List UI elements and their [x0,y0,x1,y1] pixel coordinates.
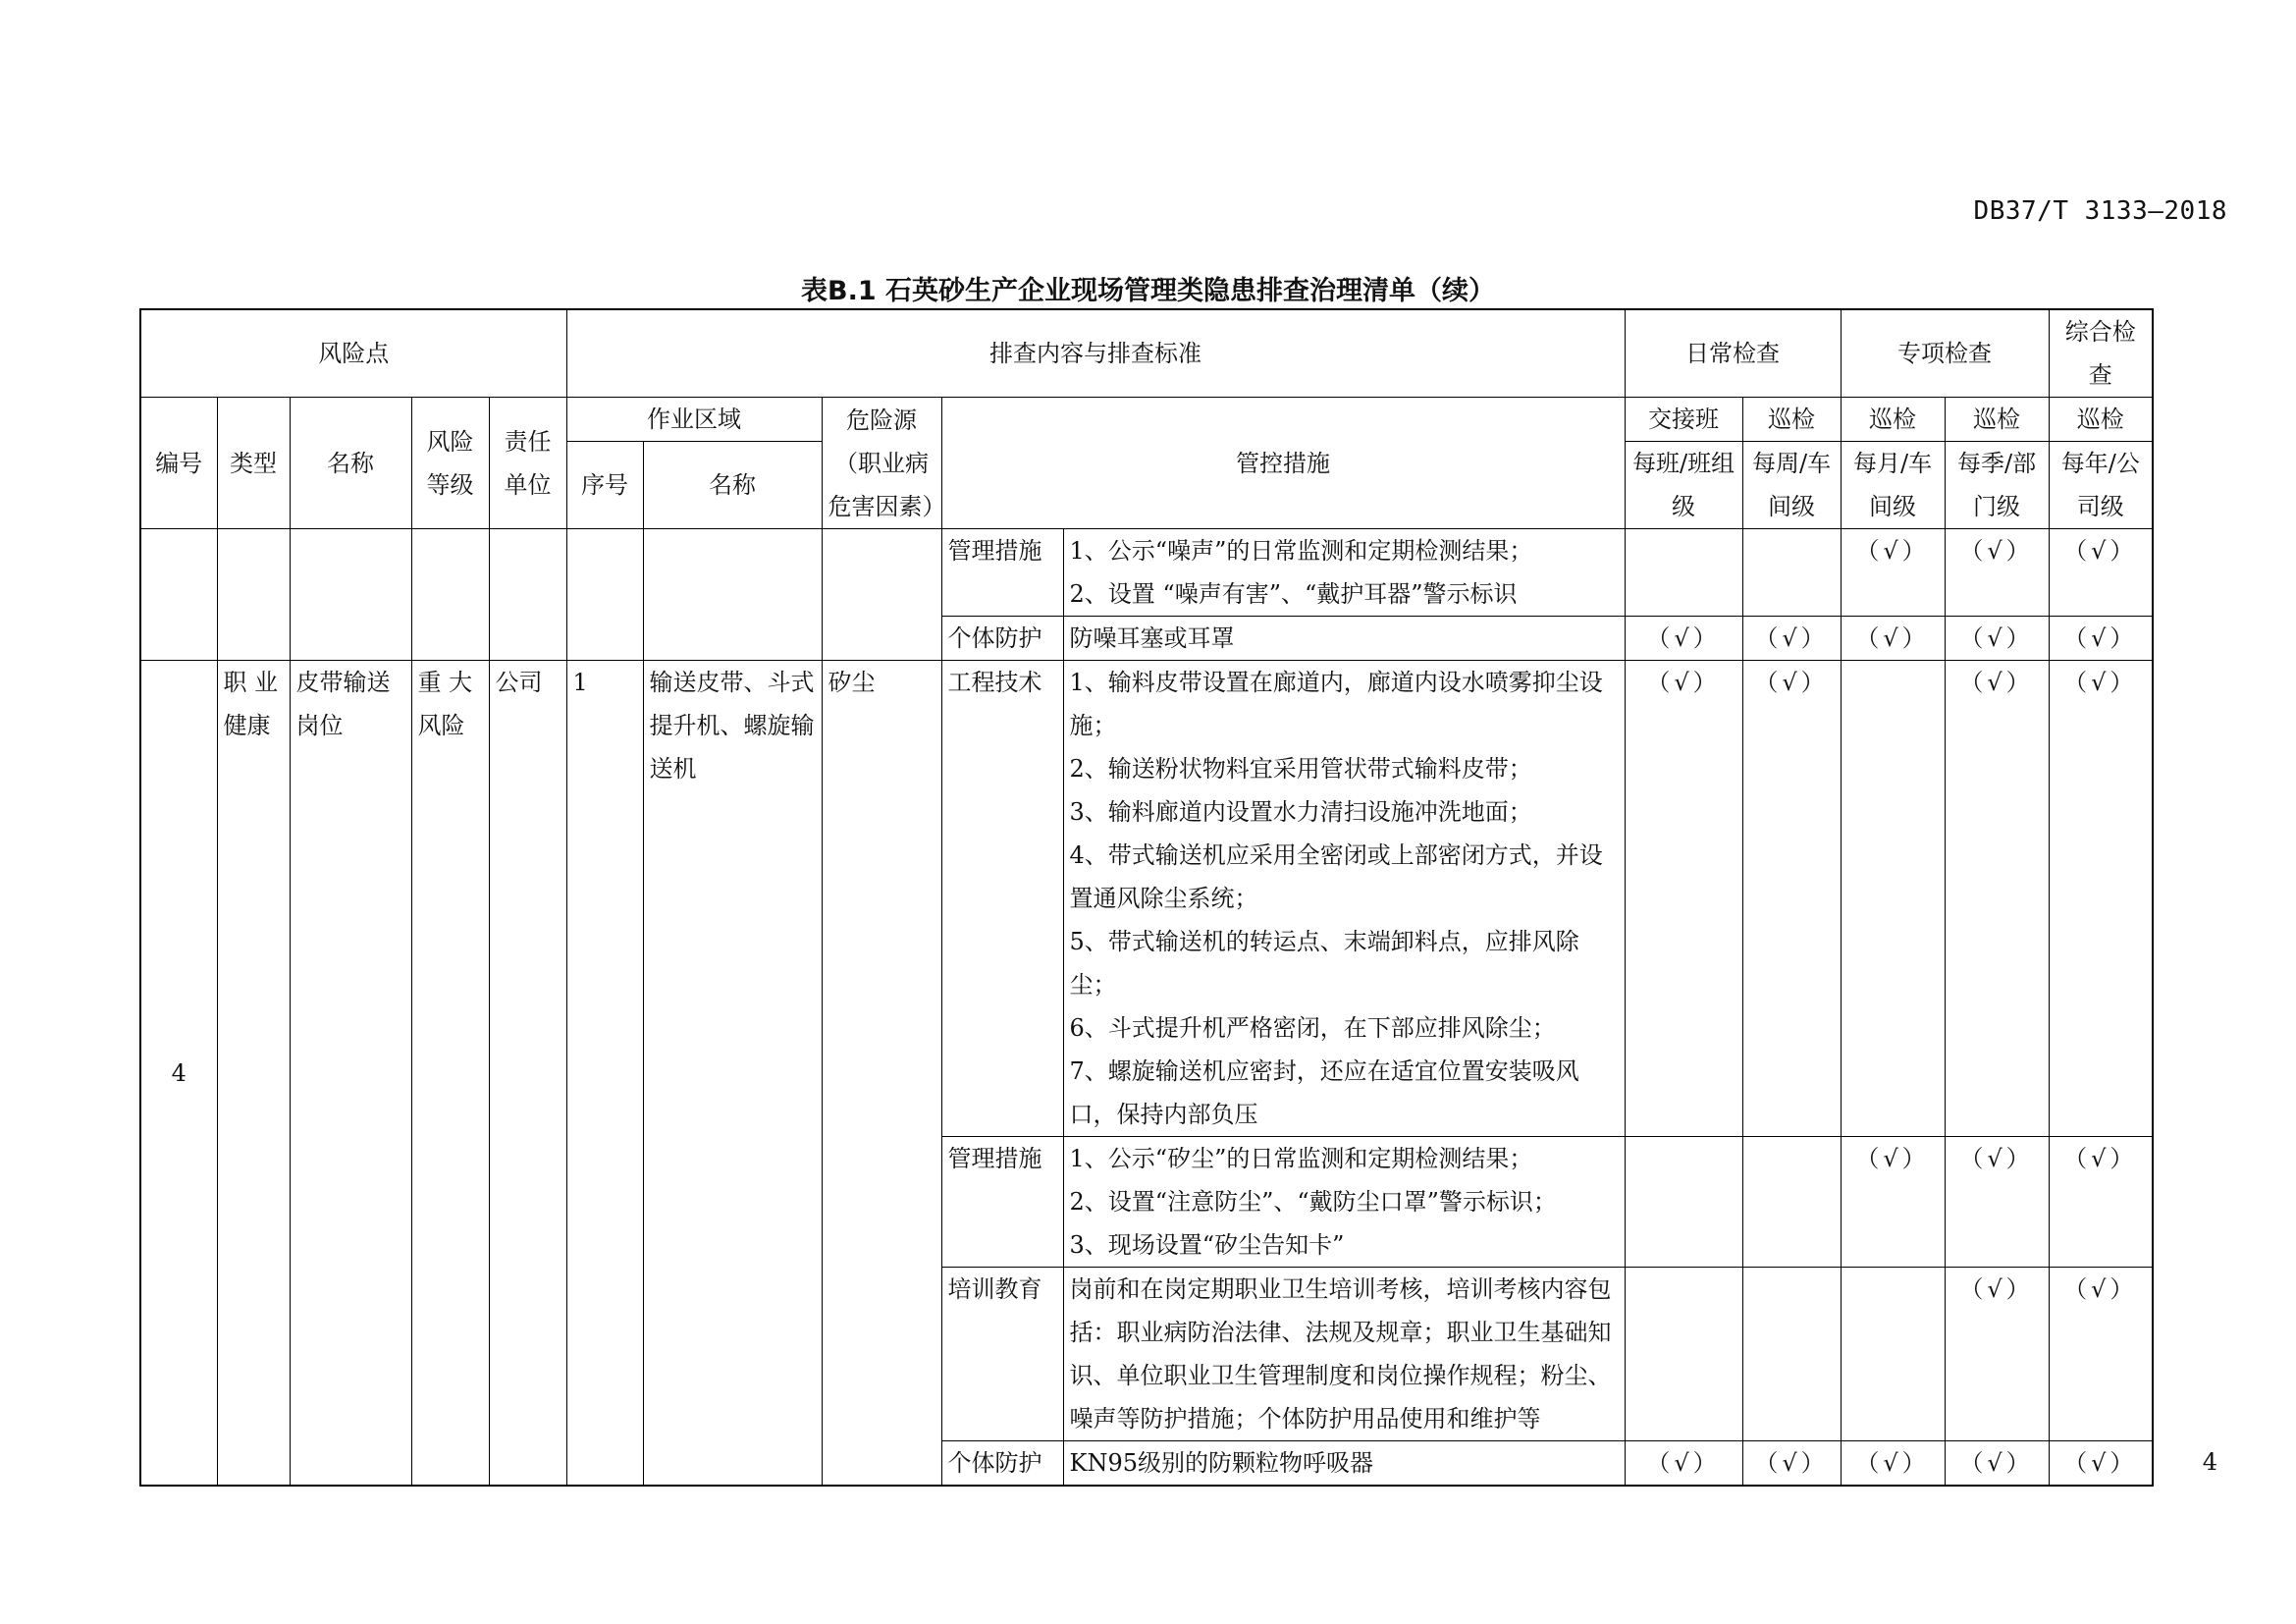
col-work-area-header: 作业区域 [566,398,822,442]
measure-line: 7、螺旋输送机应密封，还应在适宜位置安装吸风口，保持内部负压 [1069,1057,1579,1128]
risk-point-header: 风险点 [140,309,566,398]
measure-category: 个体防护 [941,617,1063,661]
measure-line: KN95级别的防颗粒物呼吸器 [1069,1449,1373,1477]
check-cell: （√） [1841,529,1945,617]
col-area-name-header: 名称 [643,442,822,529]
freq-week-header: 每周/车间级 [1742,442,1841,529]
check-cell: （√） [2049,1268,2153,1441]
measure-line: 2、输送粉状物料宜采用管状带式输料皮带； [1069,755,1532,783]
hazard-checklist-table [139,308,2154,1487]
col-name-header: 名称 [290,398,411,529]
check-cell: （√） [1742,617,1841,661]
inspection-content-header: 排查内容与排查标准 [566,309,1625,398]
table-row [140,529,2153,617]
check-cell: （√） [1945,1441,2049,1487]
item-id: 4 [140,661,217,1487]
col-id-header: 编号 [140,398,217,529]
cont-blank-cell [643,529,822,661]
check-cell: （√） [1945,1137,2049,1268]
check-cell: （√） [2049,1137,2153,1268]
measure-category: 管理措施 [941,529,1063,617]
cont-blank-cell [290,529,411,661]
page-number: 4 [2202,1448,2217,1476]
col-patrol1-header: 巡检 [1742,398,1841,442]
check-cell: （√） [1625,661,1742,1137]
cont-blank-cell [217,529,290,661]
check-cell: （√） [1841,1441,1945,1487]
header-row-2 [140,398,2153,442]
measure-content [1063,529,1625,617]
comprehensive-check-header: 综合检查 [2049,309,2153,398]
measure-line: 1、公示“矽尘”的日常监测和定期检测结果； [1069,1145,1533,1172]
measure-category: 个体防护 [941,1441,1063,1487]
measure-content [1063,1268,1625,1441]
check-cell: （√） [1945,617,2049,661]
cont-blank-cell [822,529,941,661]
check-cell [1625,1137,1742,1268]
check-cell: （√） [1625,1441,1742,1487]
item-seq: 1 [566,661,643,1487]
measure-line: 1、输料皮带设置在廊道内，廊道内设水喷雾抑尘设施； [1069,669,1603,739]
measure-content [1063,1137,1625,1268]
check-cell: （√） [1625,617,1742,661]
check-cell: （√） [1945,1268,2049,1441]
check-cell: （√） [2049,1441,2153,1487]
check-cell: （√） [1841,1137,1945,1268]
special-check-header: 专项检查 [1841,309,2049,398]
item-area-name: 输送皮带、斗式提升机、螺旋输送机 [643,661,822,1487]
measure-line: 1、公示“噪声”的日常监测和定期检测结果； [1069,537,1533,565]
measure-line: 2、设置“注意防尘”、“戴防尘口罩”警示标识； [1069,1188,1557,1216]
check-cell: （√） [1945,529,2049,617]
measure-line: 6、斗式提升机严格密闭，在下部应排风除尘； [1069,1014,1556,1042]
check-cell: （√） [2049,617,2153,661]
measure-line: 2、设置 “噪声有害”、“戴护耳器”警示标识 [1069,580,1518,608]
check-cell [1742,1268,1841,1441]
col-unit-header: 责任单位 [489,398,566,529]
header-row-1 [140,309,2153,398]
col-patrol2-header: 巡检 [1841,398,1945,442]
measure-content [1063,661,1625,1137]
document-code: DB37/T 3133—2018 [1973,196,2227,226]
cont-blank-cell [489,529,566,661]
measure-line: 4、带式输送机应采用全密闭或上部密闭方式，并设置通风除尘系统； [1069,841,1603,912]
item-unit: 公司 [489,661,566,1487]
check-cell: （√） [2049,661,2153,1137]
col-type-header: 类型 [217,398,290,529]
item-level: 重 大风险 [411,661,489,1487]
check-cell [1841,1268,1945,1441]
freq-year-header: 每年/公司级 [2049,442,2153,529]
measure-line: 岗前和在岗定期职业卫生培训考核，培训考核内容包括：职业病防治法律、法规及规章；职业卫生基础知识、单位职业卫生管理制度和岗位操作规程；粉尘、噪声等防护措施；个体防护用品使用和维护等 [1069,1275,1612,1433]
item-hazard: 矽尘 [822,661,941,1487]
freq-quarter-header: 每季/部门级 [1945,442,2049,529]
freq-shift-header: 每班/班组级 [1625,442,1742,529]
check-cell [1841,661,1945,1137]
table-row [140,661,2153,1137]
freq-month-header: 每月/车间级 [1841,442,1945,529]
measure-category: 培训教育 [941,1268,1063,1441]
check-cell: （√） [1841,617,1945,661]
item-name: 皮带输送岗位 [290,661,411,1487]
col-patrol4-header: 巡检 [2049,398,2153,442]
col-patrol3-header: 巡检 [1945,398,2049,442]
measure-category: 工程技术 [941,661,1063,1137]
cont-blank-cell [566,529,643,661]
cont-blank-cell [140,529,217,661]
col-hazard-header: 危险源（职业病危害因素） [822,398,941,529]
measure-line: 3、输料廊道内设置水力清扫设施冲洗地面； [1069,798,1532,826]
measure-content [1063,617,1625,661]
check-cell: （√） [1742,661,1841,1137]
col-shift-header: 交接班 [1625,398,1742,442]
check-cell [1742,529,1841,617]
measure-line: 防噪耳塞或耳罩 [1069,624,1235,652]
table-title: 表B.1 石英砂生产企业现场管理类隐患排查治理清单（续） [800,276,1496,306]
measure-content [1063,1441,1625,1487]
item-type: 职 业健康 [217,661,290,1487]
check-cell [1742,1137,1841,1268]
col-measures-header: 管控措施 [941,398,1625,529]
check-cell [1625,1268,1742,1441]
check-cell: （√） [1945,661,2049,1137]
check-cell: （√） [1742,1441,1841,1487]
col-seq-header: 序号 [566,442,643,529]
measure-category: 管理措施 [941,1137,1063,1268]
measure-line: 5、带式输送机的转运点、末端卸料点，应排风除尘； [1069,928,1579,999]
check-cell [1625,529,1742,617]
measure-line: 3、现场设置“矽尘告知卡” [1069,1231,1345,1259]
daily-check-header: 日常检查 [1625,309,1841,398]
col-level-header: 风险等级 [411,398,489,529]
cont-blank-cell [411,529,489,661]
check-cell: （√） [2049,529,2153,617]
